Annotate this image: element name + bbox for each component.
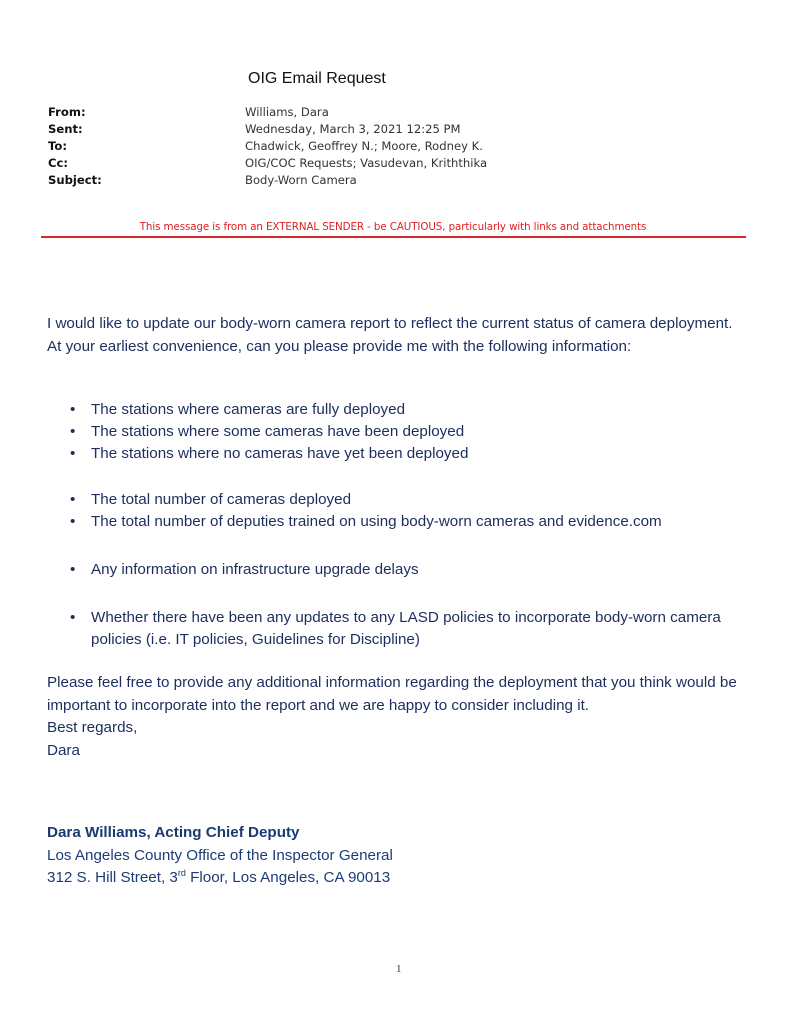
bullet-list-infrastructure — [47, 559, 747, 581]
list-item — [47, 559, 747, 581]
sent-label: Sent: — [48, 122, 83, 136]
list-item-text: The stations where cameras are fully deployed — [91, 401, 406, 418]
bullet-list-stations — [47, 399, 747, 466]
list-item — [47, 511, 747, 533]
document-title: OIG Email Request — [248, 70, 386, 87]
closing-block — [47, 672, 747, 762]
signature-organization: Los Angeles County Office of the Inspector General — [47, 846, 393, 864]
address-part1: 312 S. Hill Street, 3 — [47, 869, 178, 886]
sender-first-name: Dara — [47, 741, 80, 759]
sent-value: Wednesday, March 3, 2021 12:25 PM — [245, 122, 461, 136]
cc-label: Cc: — [48, 156, 69, 170]
bullet-icon: • — [70, 609, 76, 626]
header-subject-row — [48, 172, 748, 189]
bullet-icon: • — [70, 445, 76, 463]
bullet-icon: • — [70, 513, 76, 531]
closing-paragraph: Please feel free to provide any additional information regarding the deployment that you think would be important to incorporate into the report and we are happy to consider including it. — [47, 674, 737, 714]
intro-paragraph: I would like to update our body-worn camera report to reflect the current status of camera deployment. At your earliest convenience, can you please provide me with the following information: — [47, 315, 733, 355]
list-item — [47, 399, 747, 421]
bullet-icon: • — [70, 401, 76, 418]
cc-value: OIG/COC Requests; Vasudevan, Kriththika — [245, 156, 488, 170]
header-cc-row — [48, 155, 748, 172]
bullet-icon: • — [70, 561, 76, 578]
list-item — [47, 489, 747, 511]
bullet-icon: • — [70, 423, 76, 441]
header-sent-row — [48, 121, 748, 138]
email-signature — [47, 822, 393, 890]
bullet-list-policies — [47, 607, 747, 651]
page-number: 1 — [396, 963, 402, 975]
subject-label: Subject: — [48, 173, 102, 187]
list-item — [47, 421, 747, 443]
from-label: From: — [48, 105, 86, 119]
list-item-text: Any information on infrastructure upgrade delays — [91, 561, 419, 578]
list-item — [47, 607, 747, 651]
subject-value: Body-Worn Camera — [245, 173, 357, 187]
list-item-text: Whether there have been any updates to any LASD policies to incorporate body-worn camera policies (i.e. IT policies, Guidelines for Discipline) — [91, 609, 721, 649]
email-header — [48, 104, 748, 189]
list-item-text: The stations where no cameras have yet been deployed — [91, 445, 469, 463]
external-sender-warning: This message is from an EXTERNAL SENDER - be CAUTIOUS, particularly with links and attachments — [139, 221, 647, 233]
header-from-row — [48, 104, 748, 121]
to-label: To: — [48, 139, 67, 153]
to-value: Chadwick, Geoffrey N.; Moore, Rodney K. — [245, 139, 483, 153]
list-item — [47, 443, 747, 465]
from-value: Williams, Dara — [245, 105, 329, 119]
bullet-icon: • — [70, 491, 76, 508]
signature-name-title: Dara Williams, Acting Chief Deputy — [47, 824, 300, 841]
signature-address — [47, 867, 393, 890]
address-part2: Floor, Los Angeles, CA 90013 — [185, 869, 391, 886]
address-superscript: rd — [177, 868, 186, 878]
list-item-text: The total number of cameras deployed — [91, 491, 352, 508]
list-item-text: The total number of deputies trained on using body-worn cameras and evidence.com — [91, 513, 662, 531]
warning-divider — [41, 236, 746, 238]
header-to-row — [48, 138, 748, 155]
list-item-text: The stations where some cameras have been deployed — [91, 423, 465, 441]
regards-line: Best regards, — [47, 719, 138, 736]
bullet-list-totals — [47, 489, 747, 533]
